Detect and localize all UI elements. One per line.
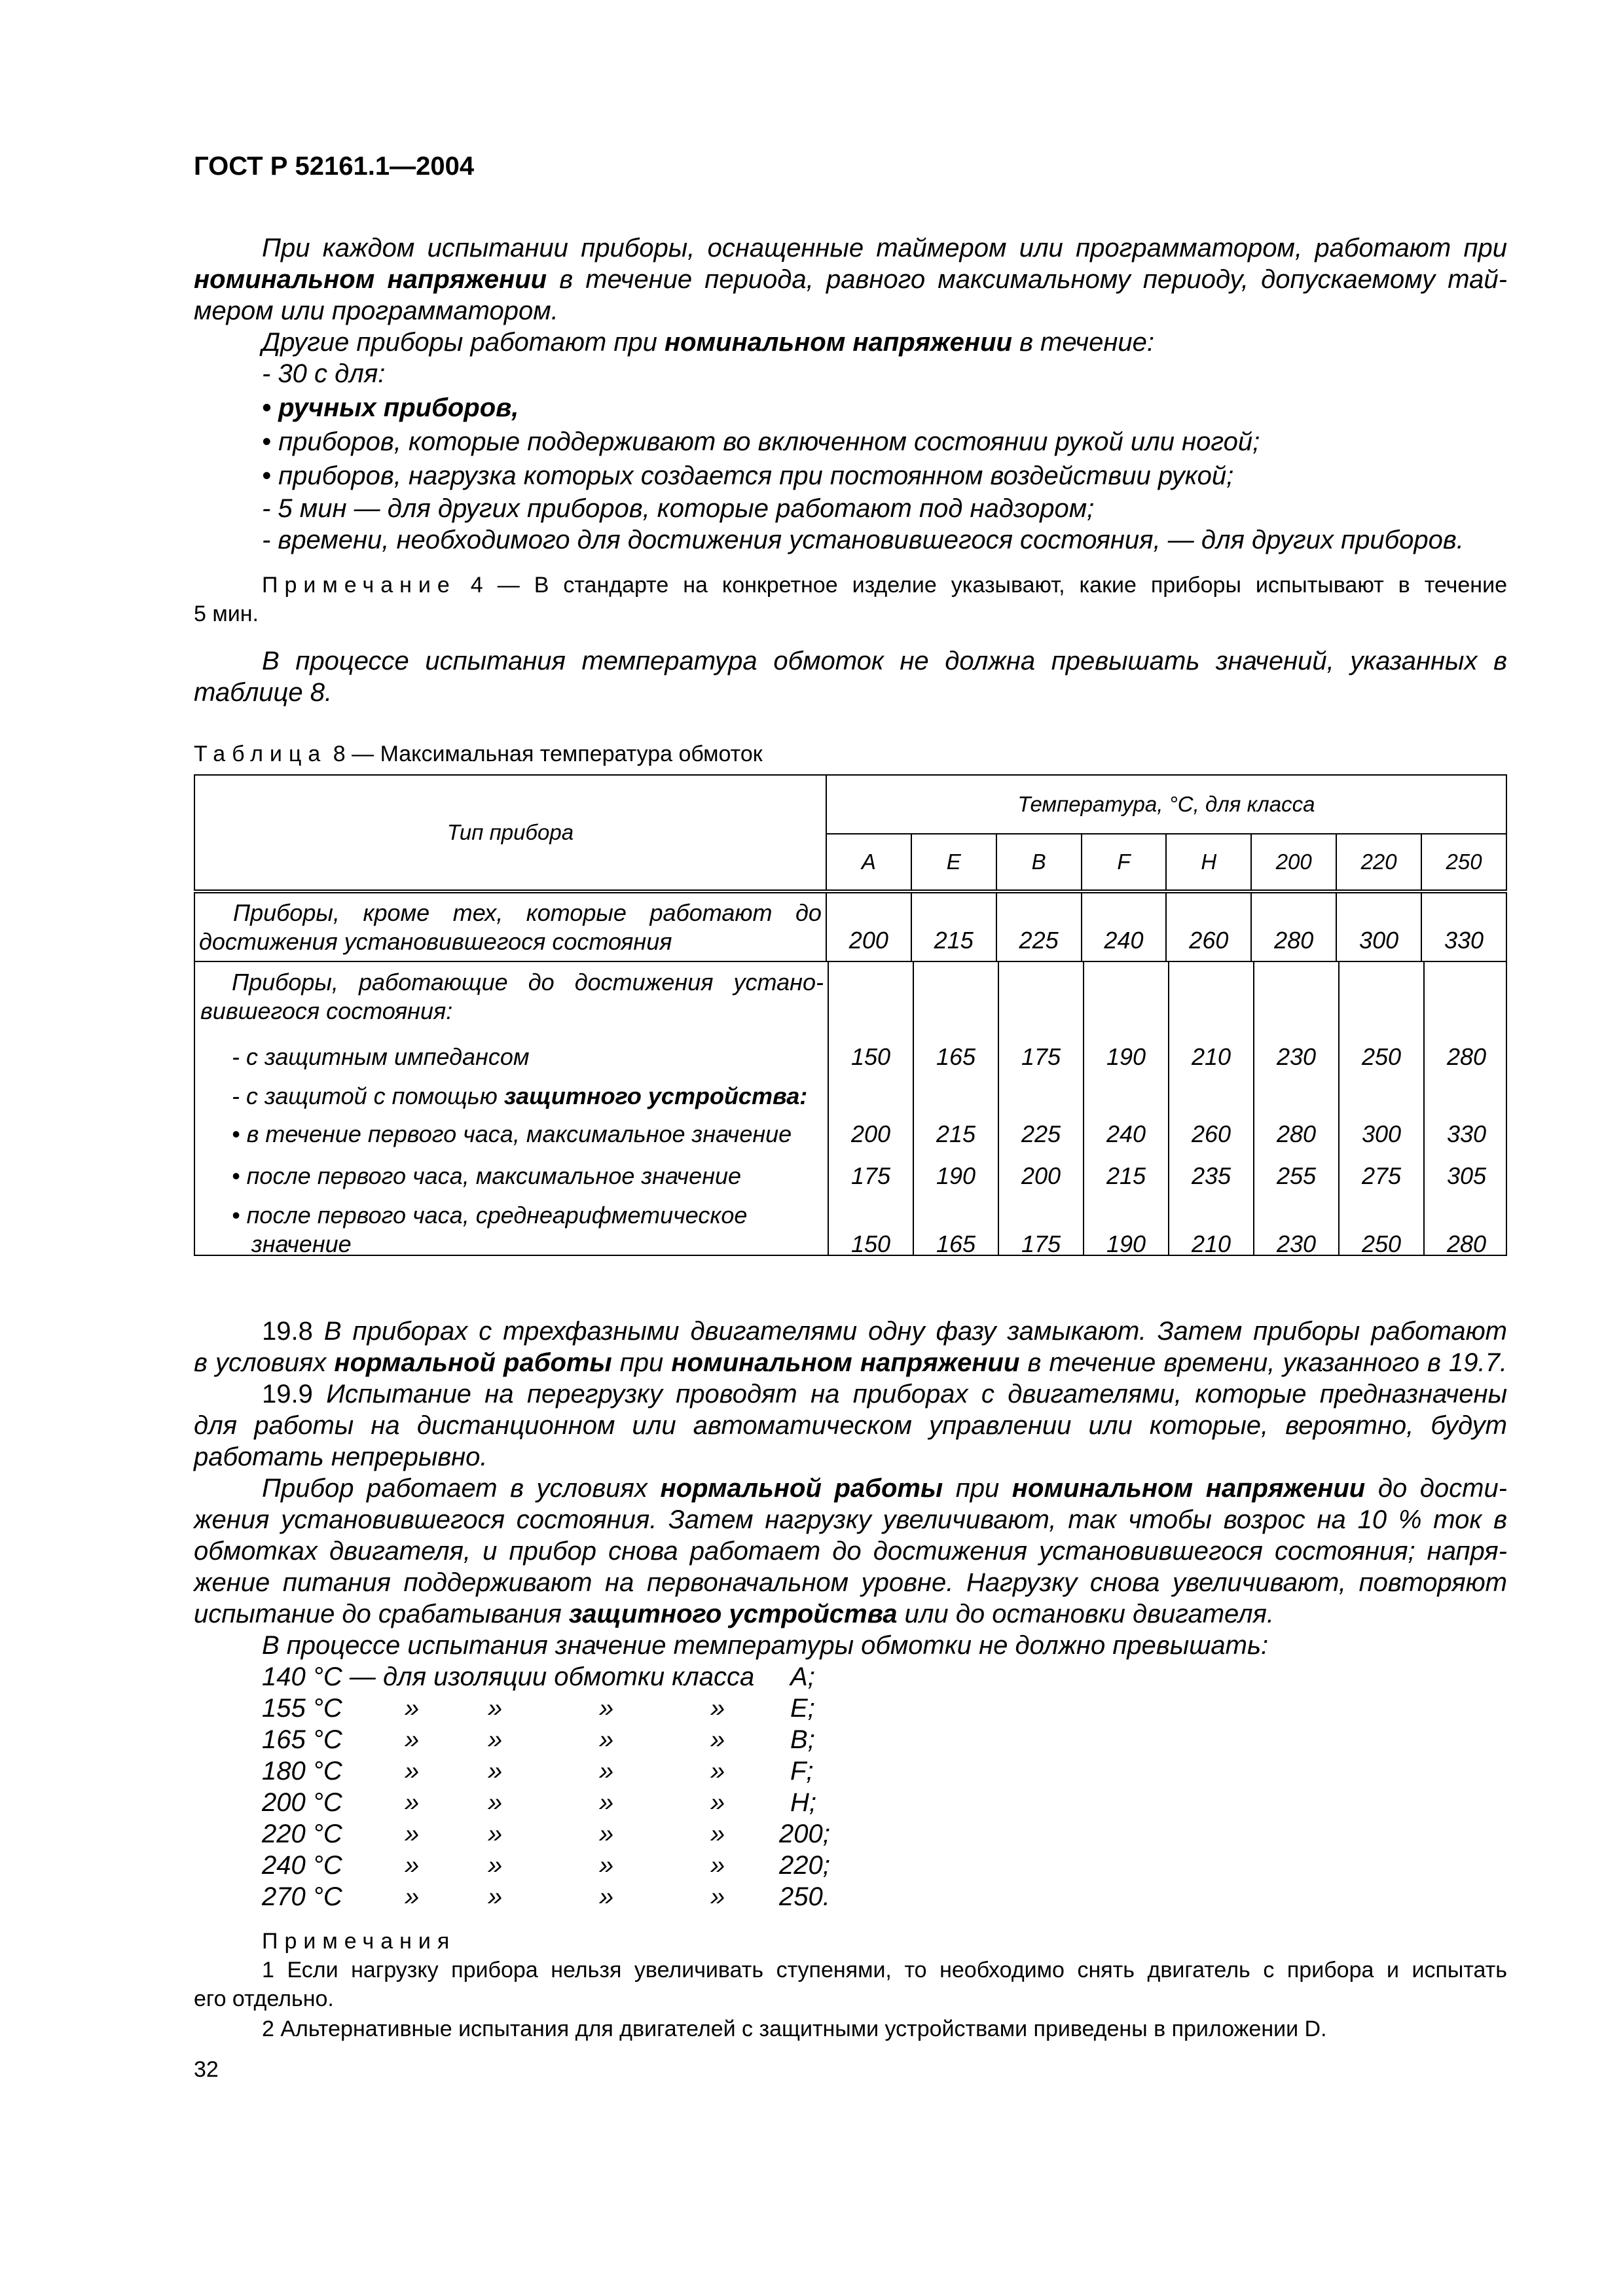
clause-number: 19.9 — [262, 1380, 313, 1408]
para1-line3: мером или программатором. — [194, 296, 558, 325]
text: до дости- — [1365, 1474, 1508, 1503]
clause-19-8-line2 — [194, 1347, 1507, 1378]
row2-after-hour-avg-label-line2: значение — [251, 1230, 352, 1257]
ditto-mark: » — [599, 1851, 614, 1880]
table-cell: 235 — [1191, 1162, 1231, 1189]
load-para-line2: жения установившегося состояния. Затем нагрузку увеличивают, так чтобы возрос на 10 % ток в — [194, 1505, 1507, 1534]
row2-label-line2: вившегося состояния: — [200, 997, 453, 1024]
ditto-mark: » — [405, 1820, 420, 1848]
ditto-mark: » — [599, 1820, 614, 1848]
list-item-30s: - 30 с для: — [262, 359, 386, 388]
table-cell: 275 — [1361, 1162, 1402, 1189]
temp-class: B; — [790, 1725, 815, 1754]
page-number: 32 — [194, 2057, 219, 2082]
table-cell: 175 — [1021, 1043, 1061, 1070]
note2: 2 Альтернативные испытания для двигателей с защитными устройствами приведены в приложении D. — [262, 2017, 1327, 2041]
note4-line2: 5 мин. — [194, 601, 259, 626]
document-header: ГОСТ Р 52161.1—2004 — [194, 152, 475, 181]
ditto-mark: » — [405, 1882, 420, 1911]
load-para-line1 — [262, 1473, 1507, 1504]
table-cell: 210 — [1191, 1230, 1231, 1257]
table-cell: 260 — [1191, 1121, 1231, 1147]
table-caption — [194, 740, 763, 768]
para1-line2 — [194, 264, 1507, 295]
note4-text: 4 — В стандарте на конкретное изделие указывают, какие приборы испытывают в течение — [470, 573, 1507, 598]
note1-line1: 1 Если нагрузку прибора нельзя увеличивать ступенями, то необходимо снять двигатель с прибора и испытать — [262, 1958, 1507, 1982]
table-row — [194, 891, 1506, 961]
ditto-mark: » — [488, 1757, 503, 1785]
table-cell: 280 — [1446, 1230, 1487, 1257]
table-cell: 175 — [1021, 1230, 1061, 1257]
text: при — [943, 1474, 1012, 1503]
para2-pre: Другие приборы работают при — [262, 328, 665, 357]
table-cell: 190 — [936, 1162, 976, 1189]
term-protective-device: защитного устройства — [568, 1600, 898, 1628]
table-cell: 165 — [936, 1230, 976, 1257]
ditto-mark: » — [599, 1788, 614, 1817]
list-item-hand-load: • приборов, нагрузка которых создается при постоянном воздействии рукой; — [262, 461, 1234, 490]
term-protective-device: защитного устройства: — [503, 1083, 808, 1109]
row1-label-line1: Приборы, кроме тех, которые работают до — [233, 899, 822, 926]
ditto-mark: » — [710, 1820, 725, 1848]
temp-value: 165 °С — [262, 1725, 342, 1754]
load-para-line4: жение питания поддерживают на первоначальном уровне. Нагрузку снова увеличивают, повторяют — [194, 1568, 1507, 1597]
term-normal-operation: нормальной работы — [660, 1474, 943, 1503]
temp-class: 220; — [779, 1851, 830, 1880]
text: в условиях — [194, 1348, 335, 1377]
row2-after-hour-max-label: • после первого часа, максимальное значение — [232, 1162, 742, 1189]
class-header: H — [1166, 834, 1251, 891]
table-8 — [194, 774, 1507, 1256]
col-temp-header: Температура, °С, для класса — [826, 775, 1506, 834]
term-nominal-voltage: номинальном напряжении — [194, 265, 547, 294]
table-cell: 230 — [1276, 1043, 1317, 1070]
clause-19-8-text: В приборах с трехфазными двигателями одну фазу замыкают. Затем приборы работают — [323, 1317, 1507, 1346]
row1-label-line2: достижения установившегося состояния — [199, 928, 672, 955]
ditto-mark: » — [599, 1757, 614, 1785]
temp-intro: В процессе испытания значение температуры обмотки не должно превышать: — [262, 1631, 1269, 1660]
text: в течение времени, указанного в 19.7. — [1019, 1348, 1508, 1377]
col-type-header: Тип прибора — [194, 775, 826, 891]
table-cell: 250 — [1361, 1043, 1402, 1070]
ditto-mark: » — [710, 1694, 725, 1723]
ditto-mark: » — [710, 1757, 725, 1785]
clause-number: 19.8 — [262, 1317, 313, 1346]
table-cell: 190 — [1106, 1230, 1146, 1257]
ditto-mark: » — [599, 1694, 614, 1723]
term-nominal-voltage: номинальном напряжении — [1012, 1474, 1366, 1503]
temp-class: F; — [790, 1757, 814, 1785]
ditto-mark: » — [710, 1882, 725, 1911]
text: или до остановки двигателя. — [897, 1600, 1275, 1628]
table-row — [194, 961, 1506, 1255]
ditto-mark: » — [710, 1788, 725, 1817]
class-header: 200 — [1251, 834, 1336, 891]
ditto-mark: » — [710, 1725, 725, 1754]
clause-19-9-line1 — [262, 1378, 1507, 1410]
temp-value: 180 °С — [262, 1757, 342, 1785]
temp-class: E; — [790, 1694, 815, 1723]
load-para-line5 — [194, 1598, 1274, 1630]
table-cell: 215 — [936, 1121, 976, 1147]
ditto-mark: » — [488, 1788, 503, 1817]
para1-line1: При каждом испытании приборы, оснащенные таймером или программатором, работают при — [262, 234, 1507, 262]
table-cell: 200 — [850, 1121, 891, 1147]
row2-protective-device-label — [232, 1083, 807, 1110]
temp-value: 220 °С — [262, 1820, 342, 1848]
temp-first-line: 140 °С — для изоляции обмотки класса — [262, 1662, 755, 1691]
table-cell: 165 — [936, 1043, 976, 1070]
class-header: A — [826, 834, 911, 891]
table-cell: 230 — [1276, 1230, 1317, 1257]
para1-line2-rest: в течение периода, равного максимальному периоду, допускаемому тай- — [547, 265, 1507, 294]
text: при — [611, 1348, 672, 1377]
class-header: B — [996, 834, 1082, 891]
class-header: F — [1082, 834, 1167, 891]
class-header: 220 — [1336, 834, 1421, 891]
class-header: 250 — [1421, 834, 1506, 891]
temp-value: 155 °С — [262, 1694, 342, 1723]
term-nominal-voltage: номинальном напряжении — [671, 1348, 1020, 1377]
row2-impedance-label: - с защитным импедансом — [232, 1043, 530, 1070]
table-cell: 190 — [1106, 1043, 1146, 1070]
para3-line2: таблице 8. — [194, 678, 333, 707]
row2-after-hour-avg-label-line1: • после первого часа, среднеарифметическое — [232, 1202, 748, 1229]
clause-19-9-line2: для работы на дистанционном или автоматическом управлении или которые, вероятно, будут — [194, 1411, 1507, 1440]
temp-value: 270 °С — [262, 1882, 342, 1911]
table-header-row — [194, 775, 1506, 834]
note1-line2: его отдельно. — [194, 1986, 334, 2011]
text: испытание до срабатывания — [194, 1600, 569, 1628]
para2 — [262, 327, 1154, 358]
table-cell: 280 — [1446, 1043, 1487, 1070]
clause-19-8-line1 — [262, 1316, 1507, 1347]
notes-label: Примечания — [262, 1929, 456, 1954]
ditto-mark: » — [488, 1882, 503, 1911]
table-cell: 210 — [1191, 1043, 1231, 1070]
temp-class: H; — [790, 1788, 816, 1817]
list-item-5min: - 5 мин — для других приборов, которые работают под надзором; — [262, 494, 1095, 523]
ditto-mark: » — [405, 1725, 420, 1754]
row2-first-hour-label: • в течение первого часа, максимальное значение — [232, 1121, 792, 1147]
ditto-mark: » — [710, 1851, 725, 1880]
table-cell: 225 — [1021, 1121, 1061, 1147]
table-cell: 215 — [911, 891, 996, 961]
table-cell: 255 — [1276, 1162, 1317, 1189]
table-cell: 225 — [996, 891, 1082, 961]
ditto-mark: » — [405, 1694, 420, 1723]
table-cell: 330 — [1446, 1121, 1487, 1147]
table-cell: 330 — [1421, 891, 1506, 961]
clause-19-9-line3: работать непрерывно. — [194, 1443, 488, 1471]
term-normal-operation: нормальной работы — [334, 1348, 612, 1377]
ditto-mark: » — [488, 1820, 503, 1848]
table-cell: 150 — [850, 1230, 891, 1257]
ditto-mark: » — [599, 1725, 614, 1754]
ditto-mark: » — [405, 1851, 420, 1880]
text: Прибор работает в условиях — [262, 1474, 661, 1503]
table-cell: 305 — [1446, 1162, 1487, 1189]
temp-first-class: A; — [790, 1662, 815, 1691]
list-item-steady-state: - времени, необходимого для достижения установившегося состояния, — для других приборов. — [262, 526, 1464, 554]
list-item-held-on: • приборов, которые поддерживают во включенном состоянии рукой или ногой; — [262, 427, 1260, 456]
row2-block — [194, 961, 1506, 1255]
table-cell: 240 — [1082, 891, 1167, 961]
table-cell: 200 — [1021, 1162, 1061, 1189]
table-cell: 260 — [1166, 891, 1251, 961]
row2-label-line1: Приборы, работающие до достижения устано- — [232, 969, 824, 996]
table-cell: 250 — [1361, 1230, 1402, 1257]
table-cell: 175 — [850, 1162, 891, 1189]
row2-protective-pre: - с защитой с помощью — [232, 1083, 504, 1109]
ditto-mark: » — [488, 1851, 503, 1880]
ditto-mark: » — [405, 1788, 420, 1817]
para2-post: в течение: — [1012, 328, 1154, 357]
table-caption-label: Таблица — [194, 742, 327, 766]
row1-label — [194, 891, 826, 961]
ditto-mark: » — [405, 1757, 420, 1785]
temp-class: 250. — [779, 1882, 830, 1911]
temp-value: 200 °С — [262, 1788, 342, 1817]
ditto-mark: » — [599, 1882, 614, 1911]
table-cell: 280 — [1251, 891, 1336, 961]
ditto-mark: » — [488, 1694, 503, 1723]
table-caption-text: 8 — Максимальная температура обмоток — [333, 742, 763, 766]
clause-19-9-text: Испытание на перегрузку проводят на приборах с двигателями, которые предназначены — [326, 1380, 1507, 1408]
ditto-mark: » — [488, 1725, 503, 1754]
table-cell: 280 — [1276, 1121, 1317, 1147]
temp-value: 240 °С — [262, 1851, 342, 1880]
note4-label: Примечание — [262, 573, 456, 598]
table-cell: 300 — [1336, 891, 1421, 961]
table-cell: 300 — [1361, 1121, 1402, 1147]
list-item-hand-appliances: • ручных приборов, — [262, 393, 519, 422]
table-cell: 200 — [826, 891, 911, 961]
temp-class: 200; — [779, 1820, 830, 1848]
term-nominal-voltage: номинальном напряжении — [664, 328, 1012, 357]
para3-line1: В процессе испытания температура обмоток не должна превышать значений, указанных в — [262, 647, 1507, 675]
table-cell: 240 — [1106, 1121, 1146, 1147]
class-header: E — [911, 834, 996, 891]
note4-line1 — [262, 571, 1507, 600]
load-para-line3: обмотках двигателя, и прибор снова работает до достижения установившегося состояния; напря- — [194, 1537, 1507, 1566]
table-cell: 150 — [850, 1043, 891, 1070]
table-cell: 215 — [1106, 1162, 1146, 1189]
